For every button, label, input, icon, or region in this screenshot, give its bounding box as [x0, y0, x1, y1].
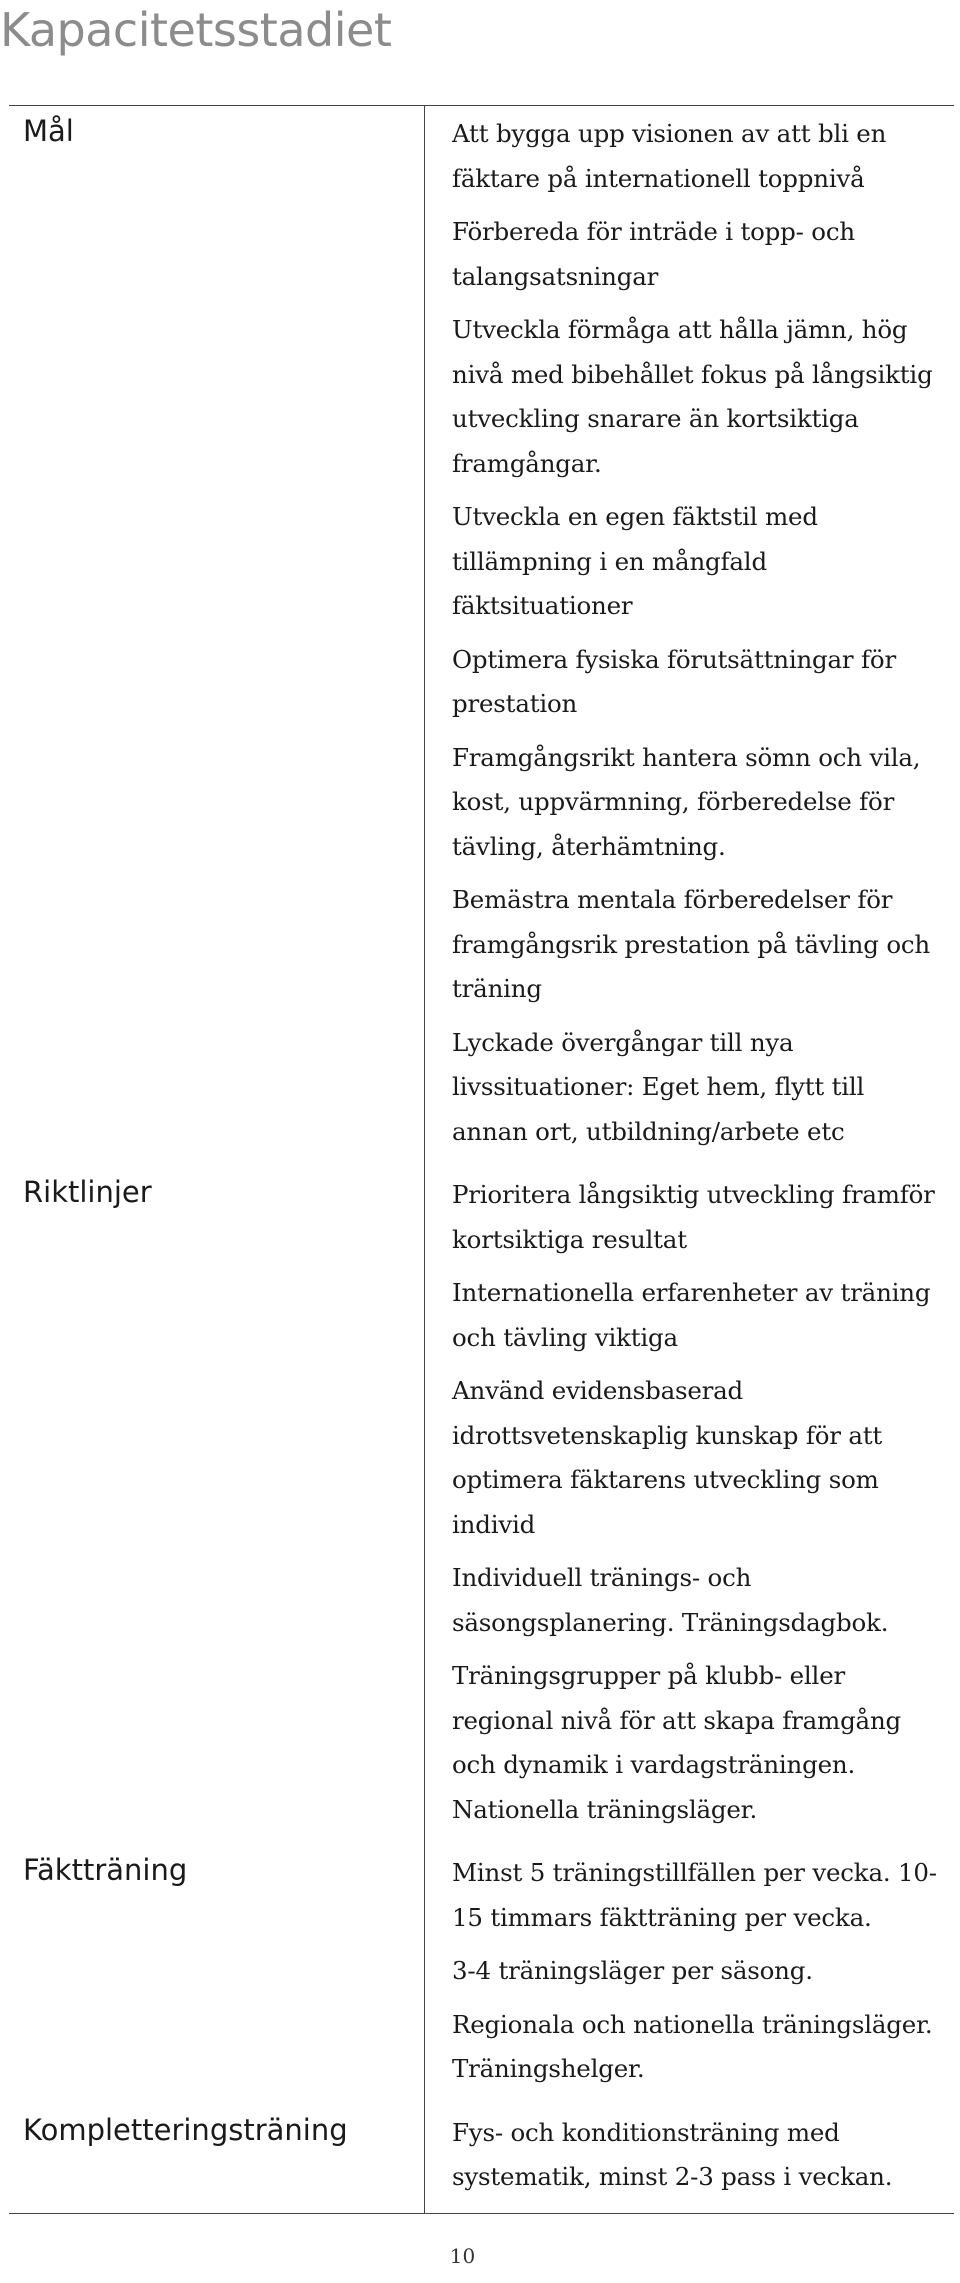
list-item: Fys- och konditionsträning med systematik, minst 2-3 pass i veckan. [452, 2117, 893, 2191]
row-content [424, 1845, 954, 2105]
list-item: Förbereda för inträde i topp- och talangsatsningar [452, 217, 855, 291]
table-row-riktlinjer [9, 1167, 954, 1845]
list-item: Regionala och nationella träningsläger. Träningshelger. [452, 2009, 933, 2083]
row-content [424, 2105, 954, 2213]
list-item: Bemästra mentala förberedelser för framgångsrik prestation på tävling och träning [452, 885, 930, 1003]
page-number: 10 [449, 2244, 476, 2268]
list-item: Utveckla en egen fäktstil med tillämpning i en mångfald fäktsituationer [452, 502, 818, 620]
list-item: Prioritera långsiktig utveckling framför kortsiktiga resultat [452, 1180, 935, 1254]
list-item: Att bygga upp visionen av att bli en fäktare på internationell toppnivå [452, 119, 887, 193]
row-label: Mål [23, 114, 74, 148]
list-item: Minst 5 träningstillfällen per vecka. 10-15 timmars fäktträning per vecka. [452, 1858, 937, 1932]
table-row-fakttraning [9, 1845, 954, 2105]
page-title: Kapacitetsstadiet [0, 3, 392, 57]
table-row-kompletteringstraning [9, 2105, 954, 2213]
list-item: Framgångsrikt hantera sömn och vila, kost, uppvärmning, förberedelse för tävling, återhämtning. [452, 742, 921, 861]
list-item: Använd evidensbaserad idrottsvetenskaplig kunskap för att optimera fäktarens utveckling som individ [452, 1376, 883, 1539]
list-item: Lyckade övergångar till nya livssituationer: Eget hem, flytt till annan ort, utbildning/arbete etc [452, 1027, 865, 1146]
list-item: Träningsgrupper på klubb- eller regional nivå för att skapa framgång och dynamik i vardagsträningen. Nationella träningsläger. [452, 1661, 902, 1824]
row-label: Riktlinjer [23, 1175, 152, 1209]
list-item: 3-4 träningsläger per säsong. [452, 1956, 813, 1985]
stage-table [9, 105, 954, 2214]
row-label: Kompletteringsträning [23, 2112, 348, 2147]
row-label: Fäktträning [23, 1853, 188, 1887]
list-item: Individuell tränings- och säsongsplanering. Träningsdagbok. [452, 1563, 889, 1637]
list-item: Optimera fysiska förutsättningar för prestation [452, 644, 896, 718]
row-content [424, 106, 954, 1167]
list-item: Utveckla förmåga att hålla jämn, hög nivå med bibehållet fokus på långsiktig utveckling snarare än kortsiktiga framgångar. [452, 315, 933, 478]
table-row-mal [9, 106, 954, 1167]
list-item: Internationella erfarenheter av träning och tävling viktiga [452, 1278, 931, 1352]
row-content [424, 1167, 954, 1845]
